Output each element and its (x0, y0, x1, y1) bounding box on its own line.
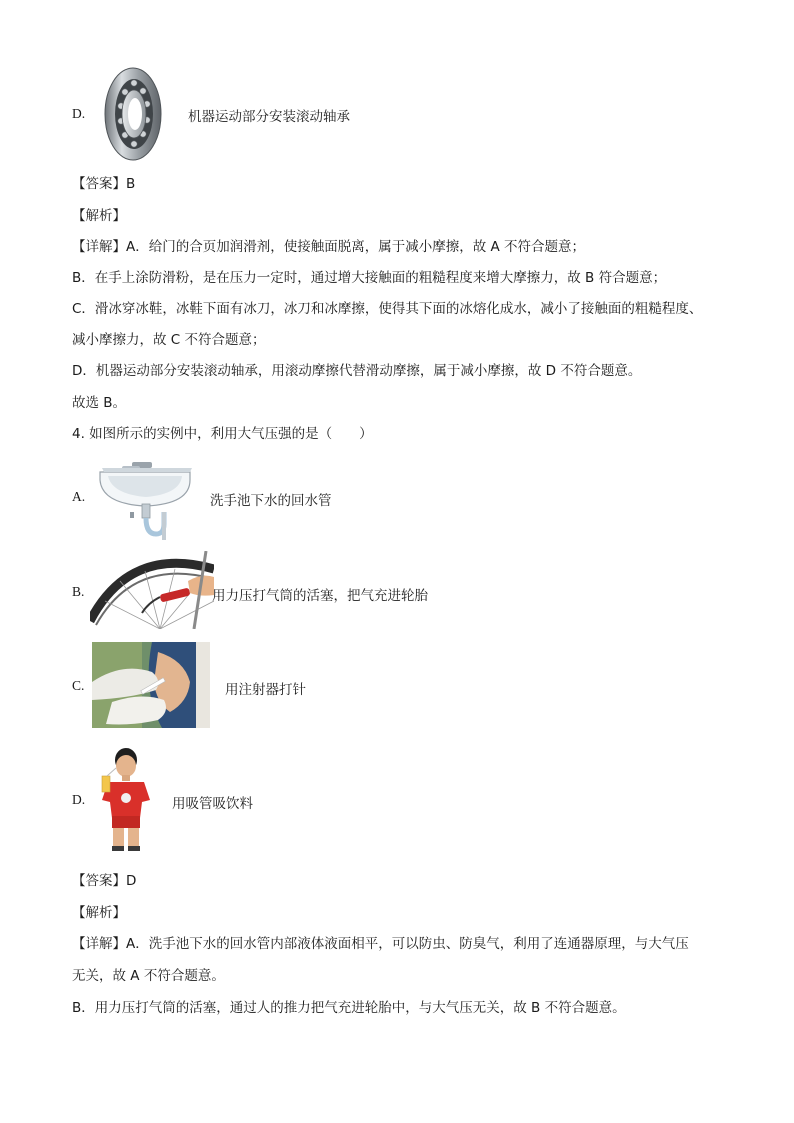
q4-answer: 【答案】D (72, 873, 137, 889)
q3-detail-line: 减小摩擦力，故 C 不符合题意； (72, 332, 266, 348)
q4-analysis-title: 【解析】 (72, 905, 126, 921)
ball-bearing-image (103, 66, 163, 162)
option-c-text: 用注射器打针 (225, 682, 306, 698)
option-b-letter: B. (72, 584, 85, 599)
sink-trap-image (98, 460, 194, 542)
q4-detail-line: 【详解】A．洗手池下水的回水管内部液体液面相平，可以防虫、防臭气，利用了连通器原理，与大气压 (72, 936, 689, 952)
q3-detail-line: 【详解】A．给门的合页加润滑剂，使接触面脱离，属于减小摩擦，故 A 不符合题意； (72, 239, 586, 255)
q3-detail-line: 故选 B。 (72, 395, 127, 411)
q3-answer: 【答案】B (72, 176, 136, 192)
q4-detail-line: B．用力压打气筒的活塞，通过人的推力把气充进轮胎中，与大气压无关，故 B 不符合题意。 (72, 1000, 626, 1016)
q4-stem: 4. 如图所示的实例中，利用大气压强的是（ ） (72, 426, 373, 442)
option-b-text: 用力压打气筒的活塞，把气充进轮胎 (212, 588, 428, 604)
bicycle-pump-image (90, 551, 214, 629)
q3-detail-line: D．机器运动部分安装滚动轴承，用滚动摩擦代替滑动摩擦，属于减小摩擦，故 D 不符合题意。 (72, 363, 642, 379)
q3-detail-line: B．在手上涂防滑粉，是在压力一定时，通过增大接触面的粗糙程度来增大摩擦力，故 B 符合题意； (72, 270, 667, 286)
injection-image (92, 642, 210, 728)
option-d-text: 用吸管吸饮料 (172, 796, 253, 812)
option-a-text: 洗手池下水的回水管 (210, 493, 332, 509)
q3-detail-line: C．滑冰穿冰鞋，冰鞋下面有冰刀，冰刀和冰摩擦，使得其下面的冰熔化成水，减小了接触面的粗糙程度、 (72, 301, 703, 317)
boy-drinking-image (96, 746, 154, 852)
option-c-letter: C. (72, 678, 85, 693)
q3-analysis-title: 【解析】 (72, 208, 126, 224)
option-d-text: 机器运动部分安装滚动轴承 (188, 109, 350, 125)
q4-detail-line: 无关，故 A 不符合题意。 (72, 968, 225, 984)
option-d-letter: D. (72, 106, 86, 121)
option-d-letter: D. (72, 792, 86, 807)
option-a-letter: A. (72, 489, 86, 504)
